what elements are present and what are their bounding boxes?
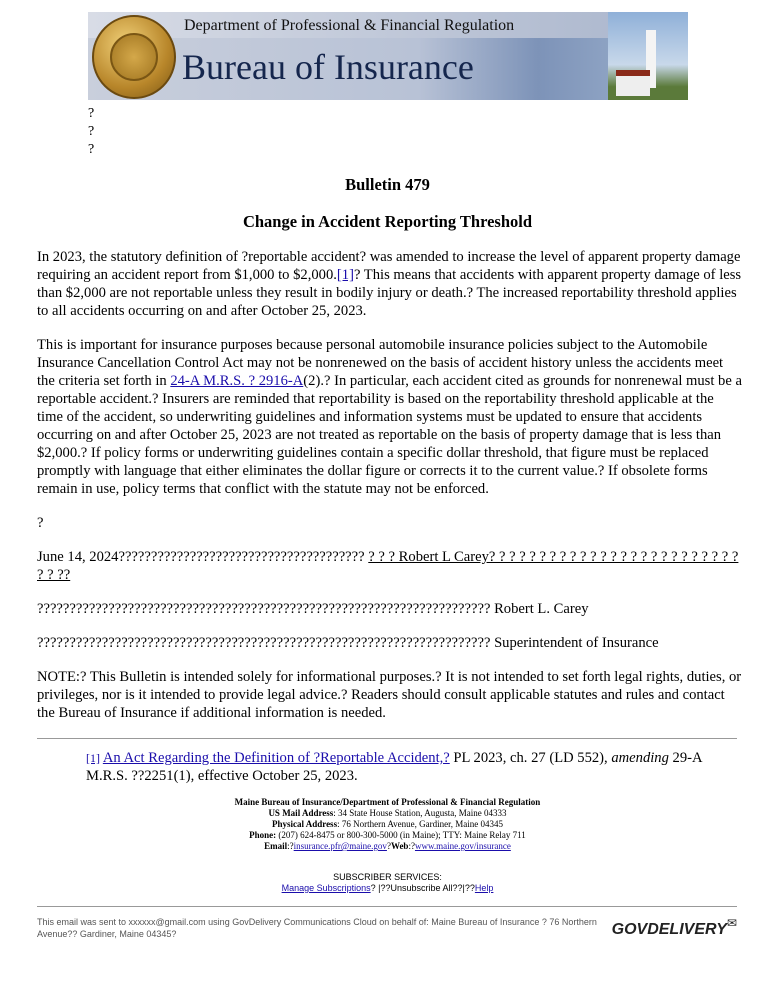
- placeholder-char: ?: [88, 106, 95, 121]
- footnote-text-1: PL 2023, ch. 27 (LD 552),: [449, 750, 612, 766]
- signature-name: ?????????????????????????????????????????????????????????????????????? Robert L. Carey: [37, 601, 589, 617]
- email-label: Email: [264, 841, 288, 851]
- p2-text-b: (2).? In particular, each accident cited as grounds for nonrenewal must be a reportable accident.? Insurers are reminded that reportability is based on the reportability threshold applicable at the time of the accident, so underwriting guidelines and information systems must be updated to ensure that accidents occurring on and after October 25, 2023 are not treated as reportable on the basis of property damage that is less than $2,000.? If policy forms or underwriting guidelines contain a specific dollar threshold, that figure must be replaced promptly with language that either eliminates the dollar figure or corrects it to the current value.? If obsolete forms remain in use, policy terms that conflict with the statute may not be enforced.: [37, 373, 742, 497]
- statute-link[interactable]: 24-A M.R.S. ? 2916-A: [170, 373, 304, 389]
- paragraph-2: [37, 336, 742, 498]
- web-label: Web: [390, 841, 409, 851]
- act-link[interactable]: An Act Regarding the Definition of ?Reportable Accident,?: [102, 750, 450, 766]
- banner-title: Bureau of Insurance: [182, 47, 474, 87]
- banner-department: Department of Professional & Financial Regulation: [184, 17, 515, 34]
- help-link[interactable]: Help: [474, 883, 494, 893]
- disclaimer-note: NOTE:? This Bulletin is intended solely for informational purposes.? It is not intended to set forth legal rights, duties, or privileges, nor is it intended to provide legal advice.? Readers should consult applicable statutes and rules and contact the Bureau of Insurance if additional information is needed.: [37, 669, 742, 721]
- lighthouse-house: [616, 70, 650, 96]
- contact-org: Maine Bureau of Insurance/Department of Professional & Financial Regulation: [234, 797, 541, 807]
- placeholder-char: ?: [88, 142, 95, 157]
- envelope-icon: ✉: [726, 916, 737, 930]
- phone-number: (207) 624-8475 or 800-300-5000 (in Maine); TTY: Maine Relay 711: [276, 830, 526, 840]
- maine-seal-icon: [92, 15, 176, 99]
- bulletin-title: Change in Accident Reporting Threshold: [242, 212, 533, 231]
- footnote-back-link[interactable]: [1]: [86, 751, 100, 765]
- p2-text-a: This is important for insurance purposes because personal automobile insurance policies subject to the Automobile Insurance Cancellation Control Act may not be nonrenewed on the basis of accident history unless the accidents meet the criteria set forth in: [37, 337, 724, 389]
- govdelivery-logo-wrap: [612, 917, 737, 939]
- manage-subscriptions-link[interactable]: Manage Subscriptions: [281, 883, 371, 893]
- physical-address: : 76 Northern Avenue, Gardiner, Maine 04345: [337, 819, 504, 829]
- footnote-ref-link[interactable]: [1]: [336, 267, 354, 283]
- separator: :?: [408, 841, 415, 851]
- divider: [37, 906, 737, 907]
- signature-line: [37, 548, 742, 584]
- web-link[interactable]: www.maine.gov/insurance: [414, 841, 511, 851]
- lighthouse-image: [608, 12, 688, 100]
- bureau-banner: [88, 12, 688, 100]
- p1-text-a: In 2023, the statutory definition of ?reportable accident? was amended to increase the level of apparent property damage requiring an accident report from $1,000 to $2,000.: [37, 249, 741, 283]
- footnote: [86, 749, 746, 785]
- blank-line: ?: [37, 515, 44, 531]
- separator: :?: [287, 841, 294, 851]
- footnote-amending: amending: [611, 750, 669, 766]
- signature-date: June 14, 2024??????????????????????????????????????: [37, 549, 369, 565]
- email-sent-notice: This email was sent to xxxxxx@gmail.com using GovDelivery Communications Cloud on behalf of: Maine Bureau of Insurance ? 76 Northern Avenue?? Gardiner, Maine 04345?: [37, 917, 597, 939]
- mail-label: US Mail Address: [268, 808, 334, 818]
- unsubscribe-all-text[interactable]: ? |??Unsubscribe All??|??: [370, 883, 475, 893]
- email-link[interactable]: insurance.pfr@maine.gov: [293, 841, 387, 851]
- bulletin-number: Bulletin 479: [345, 175, 430, 194]
- subscriber-heading: SUBSCRIBER SERVICES:: [333, 872, 442, 882]
- placeholder-char: ?: [88, 124, 95, 139]
- mail-address: : 34 State House Station, Augusta, Maine 04333: [333, 808, 507, 818]
- paragraph-1: [37, 248, 742, 320]
- signature-underlined: ? ? ? Robert L Carey? ? ? ? ? ? ? ? ? ? ? ? ? ? ? ? ? ? ? ? ? ? ? ? ? ? ? ??: [37, 549, 739, 583]
- email-footer: [37, 917, 737, 940]
- contact-block: [0, 797, 775, 852]
- footnote-text-2: 29-A M.R.S. ??2251(1), effective October 25, 2023.: [86, 750, 702, 784]
- p1-text-b: ? This means that accidents with apparent property damage of less than $2,000 are not reportable unless they result in bodily injury or death.? The increased reportability threshold applies to all accidents occurring on and after October 25, 2023.: [37, 267, 742, 319]
- subscriber-services: [0, 872, 775, 894]
- physical-label: Physical Address: [271, 819, 338, 829]
- separator: ?: [386, 841, 391, 851]
- signature-title: ?????????????????????????????????????????????????????????????????????? Superintendent of Insurance: [37, 635, 659, 651]
- govdelivery-logo: GOVDELIVERY: [611, 921, 727, 938]
- divider: [37, 738, 737, 739]
- phone-label: Phone:: [249, 830, 277, 840]
- seal-inner: [110, 33, 158, 81]
